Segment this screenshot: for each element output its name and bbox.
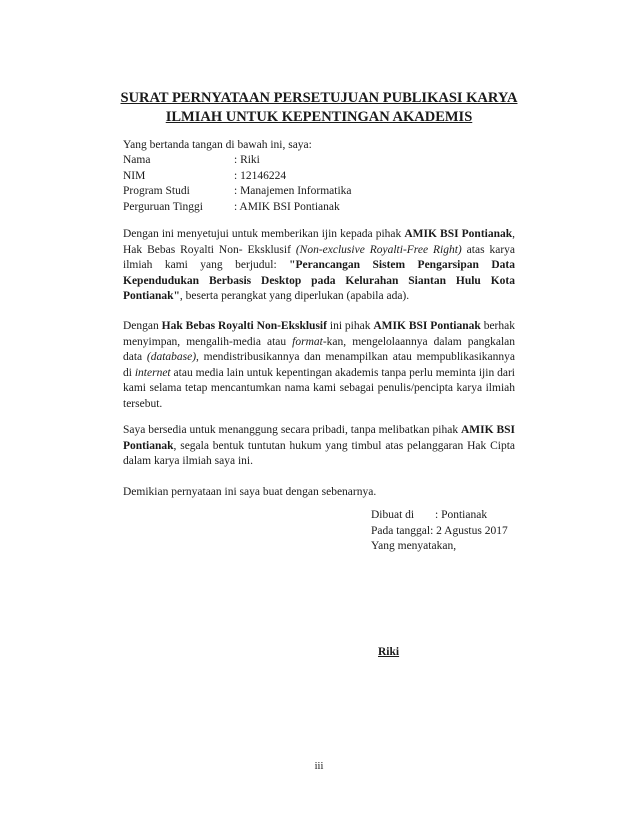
- signature-block: [371, 508, 508, 555]
- text-run: berhak menyimpan, mengalih-media atau: [123, 320, 515, 348]
- field-value: : Manajemen Informatika: [234, 185, 352, 197]
- field-row-institution: [123, 200, 352, 216]
- field-label: Perguruan Tinggi: [123, 200, 203, 213]
- italic-term: (database): [146, 351, 197, 363]
- field-value: : 12146224: [234, 169, 287, 182]
- text-run: ini pihak: [326, 320, 374, 332]
- title-line-2: ILMIAH UNTUK KEPENTINGAN AKADEMIS: [165, 109, 473, 125]
- text-run: Saya bersedia untuk menanggung secara pribadi, tanpa melibatkan pihak: [123, 424, 461, 436]
- license-term: (Non-exclusive Royalti-Free Right): [295, 243, 462, 256]
- sign-place-label: Dibuat di: [371, 509, 415, 521]
- sign-date-label: Pada tanggal: [371, 524, 431, 537]
- text-run: Dengan ini menyetujui untuk memberikan ijin kepada pihak: [123, 228, 405, 240]
- italic-term: internet: [134, 366, 171, 379]
- text-run: atau media lain untuk kepentingan akademis tanpa perlu meminta ijin dari kami selama tetap mencantumkan nama kami sebagai penulis/pencipta karya ilmiah tersebut.: [123, 366, 515, 410]
- paragraph-liability: [123, 423, 515, 470]
- text-run: Dengan: [123, 320, 162, 332]
- signer-name: Riki: [378, 646, 400, 658]
- license-name: Hak Bebas Royalti Non-Eksklusif: [161, 320, 327, 332]
- text-run: , segala bentuk tuntutan hukum yang timbul atas pelanggaran Hak Cipta dalam karya ilmiah saya ini.: [123, 439, 515, 467]
- text-run: , Hak Bebas Royalti Non- Eksklusif: [123, 228, 516, 256]
- field-label: Program Studi: [123, 185, 190, 197]
- sign-place-row: [371, 508, 508, 524]
- field-value: : AMIK BSI Pontianak: [234, 200, 340, 213]
- sign-place-value: : Pontianak: [435, 509, 488, 521]
- page-number: iii: [314, 761, 324, 772]
- sign-closing: Yang menyatakan,: [371, 540, 457, 552]
- field-label: Nama: [123, 154, 151, 166]
- field-value: : Riki: [234, 154, 260, 166]
- title-line-1: SURAT PERNYATAAN PERSETUJUAN PUBLIKASI KARYA: [120, 90, 518, 106]
- text-run: -kan, mengelolaannya dalam pangkalan data: [123, 335, 515, 363]
- institution-name: AMIK BSI Pontianak: [404, 228, 513, 240]
- paragraph-consent: [123, 227, 515, 305]
- text-run: atas karya ilmiah kami yang berjudul:: [123, 243, 516, 271]
- field-row-name: [123, 153, 352, 169]
- field-row-nim: [123, 169, 352, 185]
- intro-text: Yang bertanda tangan di bawah ini, saya:: [123, 139, 312, 151]
- italic-term: format: [292, 335, 323, 348]
- paragraph-closing: Demikian pernyataan ini saya buat dengan sebenarnya.: [123, 486, 377, 498]
- institution-name: AMIK BSI Pontianak: [123, 424, 515, 452]
- sign-date-value: : 2 Agustus 2017: [430, 524, 508, 537]
- identity-fields: [123, 153, 352, 215]
- institution-name: AMIK BSI Pontianak: [373, 320, 481, 332]
- paragraph-rights: [123, 319, 515, 412]
- thesis-title: "Perancangan Sistem Pengarsipan Data Kependudukan Berbasis Desktop pada Kelurahan Siantan Hulu Kota Pontianak": [123, 259, 515, 302]
- document-title: [100, 89, 538, 127]
- text-run: , beserta perangkat yang diperlukan (apabila ada).: [179, 290, 410, 302]
- field-row-program: [123, 184, 352, 200]
- sign-date-row: [371, 524, 508, 540]
- field-label: NIM: [123, 169, 146, 182]
- text-run: , mendistribusikannya dan menampilkan atau mempublikasikannya di: [123, 351, 515, 379]
